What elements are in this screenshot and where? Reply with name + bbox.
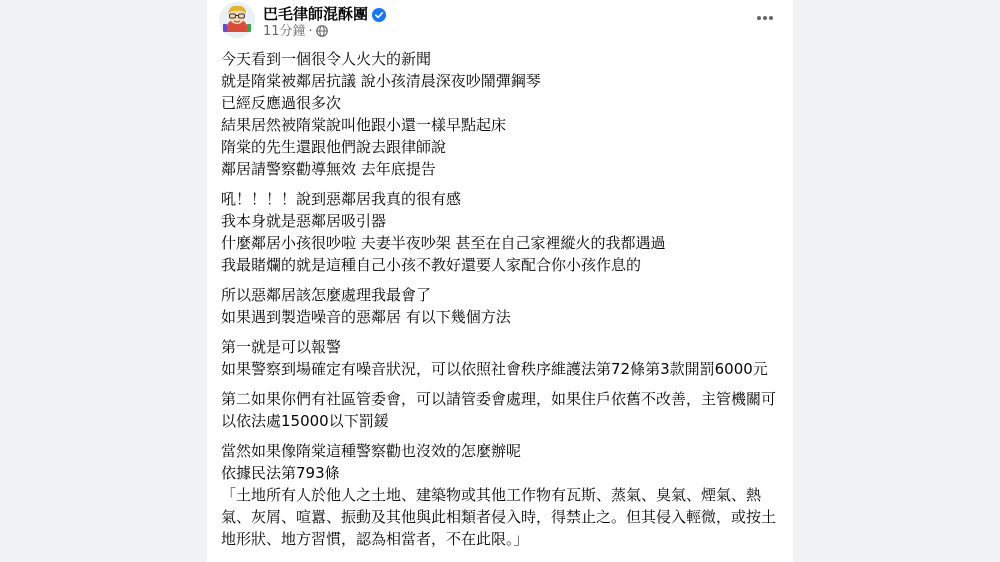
page-avatar[interactable]: [219, 2, 255, 38]
text-line: 當然如果像隋棠這種警察勸也沒效的怎麼辦呢: [221, 442, 522, 460]
text-line: 結果居然被隋棠說叫他跟小還一樣早點起床: [221, 116, 507, 134]
avatar-illustration: [219, 2, 255, 38]
text-line: 第二如果你們有社區管委會，可以請管委會處理，如果住戶依舊不改善，主管機關可以依法處15000以下罰鍰: [221, 390, 777, 430]
text-line: 如果警察到場確定有噪音狀況，可以依照社會秩序維護法第72條第3款開罰6000元: [221, 360, 768, 378]
text-line: 隋棠的先生還跟他們說去跟律師說: [221, 138, 447, 156]
text-line: 第一就是可以報警: [221, 338, 342, 356]
law-quote: 「土地所有人於他人之土地、建築物或其他工作物有瓦斯、蒸氣、臭氣、煙氣、熱氣、灰屑、喧囂、振動及其他與此相類者侵入時，得禁止之。但其侵入輕微，或按土地形狀、地方習慣，認為相當者，不在此限。」: [221, 486, 777, 548]
globe-icon[interactable]: [316, 25, 328, 37]
paragraph-method-police: [221, 336, 783, 380]
post-text: [221, 48, 783, 558]
more-options-icon: [751, 6, 779, 30]
text-line: 吼！！！！說到惡鄰居我真的很有感: [221, 190, 462, 208]
page-name-text[interactable]: 巴毛律師混酥團: [263, 5, 369, 23]
post-card: [207, 0, 793, 562]
text-line: 我本身就是惡鄰居吸引器: [221, 212, 387, 230]
paragraph-experience: [221, 188, 783, 276]
post-header: [207, 0, 793, 46]
post-timestamp[interactable]: 11分鐘: [263, 24, 306, 39]
text-line: 今天看到一個很令人火大的新聞: [221, 50, 432, 68]
post-meta: [263, 24, 328, 40]
text-line: 如果遇到製造噪音的惡鄰居 有以下幾個方法: [221, 308, 511, 326]
paragraph-news: [221, 48, 783, 180]
paragraph-civil-law: [221, 440, 783, 550]
text-line: 已經反應過很多次: [221, 94, 342, 112]
paragraph-method-committee: [221, 388, 783, 432]
text-line: 依據民法第793條: [221, 464, 340, 482]
meta-separator: ·: [308, 24, 313, 39]
text-line: 鄰居請警察勸導無效 去年底提告: [221, 160, 436, 178]
verified-badge-icon: [372, 7, 386, 21]
text-line: 所以惡鄰居該怎麼處理我最會了: [221, 286, 432, 304]
paragraph-methods-intro: [221, 284, 783, 328]
page-name[interactable]: [263, 4, 386, 24]
text-line: 我最賭爛的就是這種自己小孩不教好還要人家配合你小孩作息的: [221, 256, 642, 274]
text-line: 就是隋棠被鄰居抗議 說小孩清晨深夜吵鬧彈鋼琴: [221, 72, 541, 90]
more-options-button[interactable]: [751, 6, 779, 30]
text-line: 什麼鄰居小孩很吵啦 夫妻半夜吵架 甚至在自己家裡縱火的我都遇過: [221, 234, 666, 252]
